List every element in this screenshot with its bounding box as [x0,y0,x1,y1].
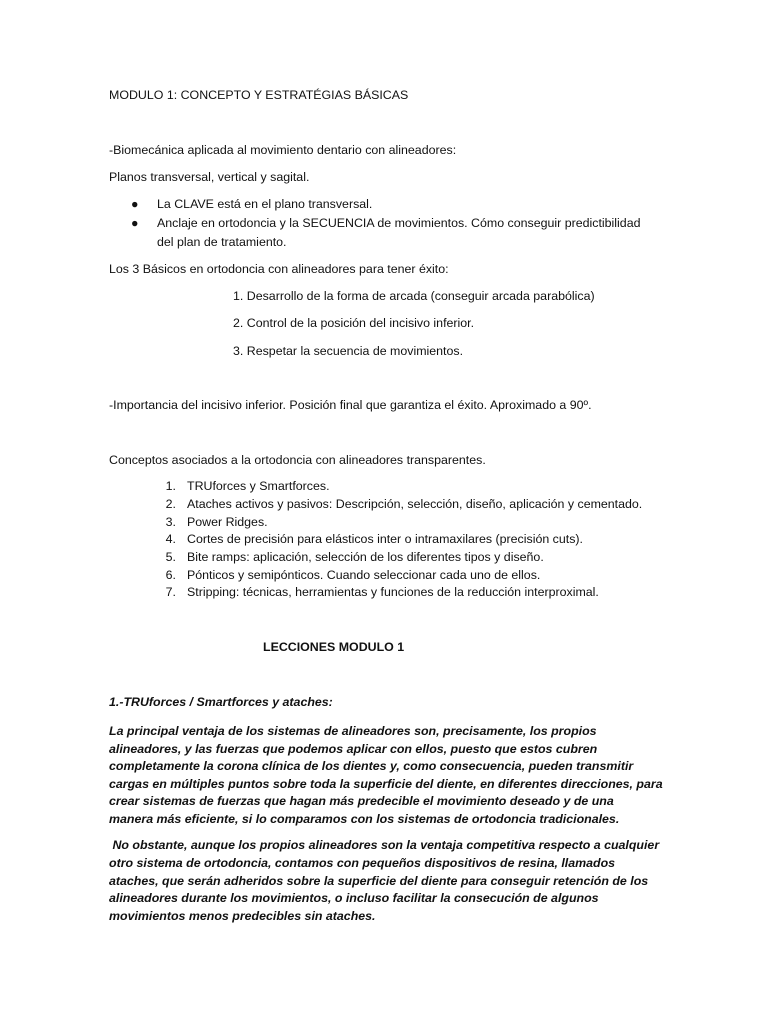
concepto-number: 7. [165,585,176,599]
bullet-item: La CLAVE está en el plano transversal. [157,197,373,211]
paragraph-1-line: alineadores, y las fuerzas que podemos aplicar con ellos, puesto que estos cubren [109,742,598,756]
conceptos-intro: Conceptos asociados a la ortodoncia con alineadores transparentes. [109,453,486,467]
bullet-dot-icon: ● [131,197,139,211]
module-heading: MODULO 1: CONCEPTO Y ESTRATÉGIAS BÁSICAS [109,88,409,102]
basico-item: 1. Desarrollo de la forma de arcada (conseguir arcada parabólica) [233,289,595,303]
paragraph-2-line: No obstante, aunque los propios alineadores son la ventaja competitiva respecto a cualquier [109,838,660,852]
concepto-number: 5. [165,550,176,564]
concepto-number: 3. [165,515,176,529]
bullet-item: Anclaje en ortodoncia y la SECUENCIA de movimientos. Cómo conseguir predictibilidad [157,216,641,230]
concepto-item: TRUforces y Smartforces. [187,479,330,493]
paragraph-1-line: completamente la corona clínica de los dientes y, como consecuencia, pueden transmitir [109,759,634,773]
paragraph-2-line: movimientos menos predecibles sin ataches. [109,909,376,923]
concepto-number: 4. [165,532,176,546]
paragraph-1-line: manera más eficiente, si lo comparamos con los sistemas de ortodoncia tradicionales. [109,812,620,826]
lecciones-title: LECCIONES MODULO 1 [263,640,405,654]
basicos-intro: Los 3 Básicos en ortodoncia con alineadores para tener éxito: [109,262,449,276]
paragraph-2-line: otro sistema de ortodoncia, contamos con pequeños dispositivos de resina, llamados [109,856,616,870]
paragraph-2-line: ataches, que serán adheridos sobre la superficie del diente para conseguir retención de los [109,874,649,888]
basico-item: 2. Control de la posición del incisivo inferior. [233,316,475,330]
paragraph-2-line: alineadores durante los movimientos, o incluso facilitar la consecución de algunos [109,891,599,905]
importancia-line: -Importancia del incisivo inferior. Posición final que garantiza el éxito. Aproximado a 90º. [109,398,592,412]
basico-item: 3. Respetar la secuencia de movimientos. [233,344,464,358]
planos-line: Planos transversal, vertical y sagital. [109,170,310,184]
concepto-item: Pónticos y semipónticos. Cuando seleccionar cada uno de ellos. [187,568,541,582]
leccion-1-title: 1.-TRUforces / Smartforces y ataches: [109,695,333,709]
concepto-number: 6. [165,568,176,582]
concepto-item: Stripping: técnicas, herramientas y funciones de la reducción interproximal. [187,585,599,599]
concepto-item: Bite ramps: aplicación, selección de los diferentes tipos y diseño. [187,550,544,564]
concepto-item: Cortes de precisión para elásticos inter o intramaxilares (precisión cuts). [187,532,583,546]
bullet-dot-icon: ● [131,216,139,230]
paragraph-1-line: cargas en múltiples puntos sobre toda la superficie del diente, en diferentes direcciones, para [109,777,663,791]
bullet-item-continuation: del plan de tratamiento. [157,235,287,249]
paragraph-1-line: La principal ventaja de los sistemas de alineadores son, precisamente, los propios [109,724,597,738]
biomecanica-line: -Biomecánica aplicada al movimiento dentario con alineadores: [109,143,457,157]
concepto-item: Ataches activos y pasivos: Descripción, selección, diseño, aplicación y cementado. [187,497,643,511]
concepto-number: 1. [165,479,176,493]
concepto-item: Power Ridges. [187,515,268,529]
paragraph-1-line: crear sistemas de fuerzas que hagan más predecible el movimiento deseado y de una [109,794,614,808]
concepto-number: 2. [165,497,176,511]
